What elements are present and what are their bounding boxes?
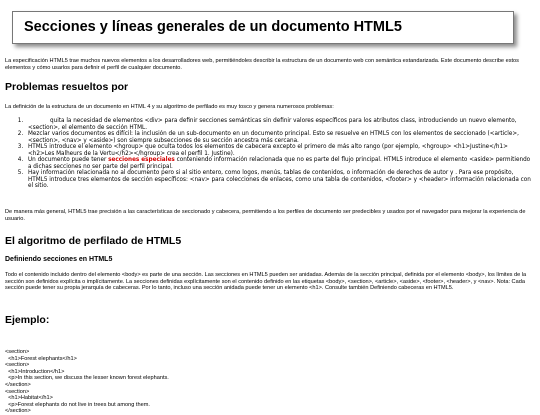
intro-paragraph: La especificación HTML5 trae muchos nuevos elementos a los desarrolladores web, permitiéndoles describir la estructura de un documento web con semántica estandarizada. Este documento describe estos elementos y cómo usarlos para definir el perfil de cualquier documento. bbox=[5, 58, 519, 71]
algorithm-heading: El algoritmo de perfilado de HTML5 bbox=[5, 235, 182, 247]
list-item bbox=[25, 144, 533, 157]
list-item-text: HTML5 introduce el elemento <hgroup> que oculta todos los elementos de cabecera excepto el primero de más alto rango (por ejemplo, <hgroup> <h1>Justine</h1><h2>Les Malheurs de la Vertu</h2></hgroup> crea el perfil 1. Justine). bbox=[28, 144, 508, 157]
problems-lead: La definición de la estructura de un documento en HTML 4 y su algoritmo de perfilado es muy tosco y genera numerosos problemas: bbox=[5, 104, 334, 110]
list-item bbox=[25, 131, 533, 144]
list-item-text-before: Un documento puede tener bbox=[28, 157, 109, 163]
special-sections-highlight: secciones especiales bbox=[108, 157, 175, 163]
list-item bbox=[25, 118, 533, 131]
title-box bbox=[12, 11, 514, 44]
list-item bbox=[25, 157, 533, 170]
problems-heading: Problemas resueltos por bbox=[5, 81, 129, 93]
problems-conclusion: De manera más general, HTML5 trae precisión a las características de seccionado y cabecera, permitiendo a los perfiles de documento ser predecibles y usados por el navegador para mejorar la experiencia de usuario. bbox=[5, 209, 526, 222]
list-item-text-after: conteniendo información relacionada que no es parte del flujo principal. HTML5 introduce el elemento <aside> permitiendo a dichas secciones no ser parte del perfil principal. bbox=[28, 157, 531, 170]
algorithm-subheading: Definiendo secciones en HTML5 bbox=[5, 256, 113, 263]
list-item bbox=[25, 170, 533, 190]
list-item-text: quita la necesidad de elementos <div> para definir secciones semánticas sin definir valores específicos para los atributos class, introduciendo un nuevo elemento, <section>, el elemento de sección HTML. bbox=[28, 118, 517, 131]
example-heading: Ejemplo: bbox=[5, 314, 50, 326]
page-title: Secciones y líneas generales de un documento HTML5 bbox=[24, 19, 402, 35]
list-item-text: Hay información relacionada no al documento pero si al sitio entero, como logos, menús, tablas de contenidos, o información de derechos de autor y . Para ese propósito, HTML5 introduce tres elementos de sección específicos: <nav> para colecciones de enlaces, como una tabla de contenidos, <footer> y <header> información relacionada con el sitio. bbox=[28, 170, 531, 189]
list-item-text: Mezclar varios documentos es difícil: la inclusión de un sub-documento en un documento principal. Esto se resuelve en HTML5 con los elementos de seccionado (<article>, <section>, <nav> y <aside>) son siempre subsecciones de su sección ancestra más cercana. bbox=[28, 131, 519, 144]
algorithm-paragraph: Todo el contenido incluido dentro del elemento <body> es parte de una sección. Las secciones en HTML5 pueden ser anidadas. Además de la sección principal, definida por el elemento <body>, los límites de la sección son definidos explícita o implícitamente. La secciones definidas explícitamente son el contenido definido en las etiquetas <body>, <section>, <article>, <aside>, <footer>, <header>, y <nav>. Nota: Cada sección puede tener su propia jerarquía de cabeceras. Por lo tanto, incluso una sección anidada puede tener un elemento <h1>. Consulte también Definiendo cabeceras en HTML5. bbox=[5, 272, 527, 292]
example-code: <section> <h1>Forest elephants</h1> <section> <h1>Introduction</h1> <p>In this section, we discuss the lesser known forest elephants. </section> <section> <h1>Habitat</h1> <p>Forest elephants do not live in trees but among them. </section> bbox=[5, 349, 169, 415]
problems-list bbox=[5, 118, 533, 190]
